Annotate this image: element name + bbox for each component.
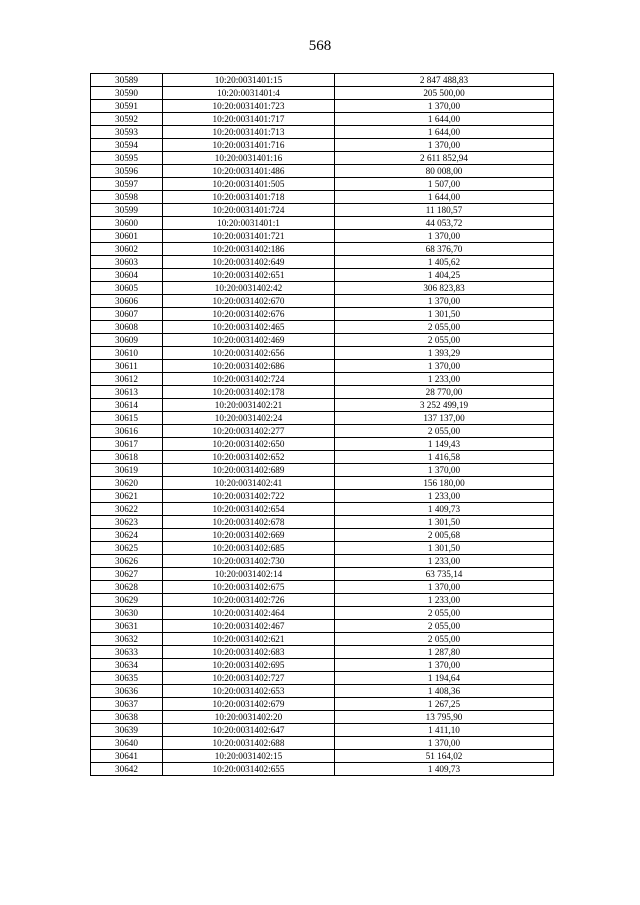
cadastral-number-cell: 10:20:0031402:669 xyxy=(163,529,335,542)
row-number-cell: 30636 xyxy=(91,685,163,698)
cadastral-value-cell: 2 055,00 xyxy=(335,607,554,620)
row-number-cell: 30617 xyxy=(91,438,163,451)
cadastral-number-cell: 10:20:0031402:14 xyxy=(163,568,335,581)
page-number: 568 xyxy=(308,38,332,54)
cadastral-number-cell: 10:20:0031401:724 xyxy=(163,204,335,217)
row-number-cell: 30613 xyxy=(91,386,163,399)
cadastral-number-cell: 10:20:0031402:42 xyxy=(163,282,335,295)
cadastral-number-cell: 10:20:0031402:186 xyxy=(163,243,335,256)
row-number-cell: 30604 xyxy=(91,269,163,282)
cadastral-value-cell: 1 370,00 xyxy=(335,464,554,477)
row-number-cell: 30641 xyxy=(91,750,163,763)
row-number-cell: 30591 xyxy=(91,100,163,113)
row-number-cell: 30620 xyxy=(91,477,163,490)
row-number-cell: 30605 xyxy=(91,282,163,295)
cadastral-value-cell: 1 644,00 xyxy=(335,191,554,204)
cadastral-value-cell: 1 370,00 xyxy=(335,139,554,152)
cadastral-value-cell: 1 405,62 xyxy=(335,256,554,269)
row-number-cell: 30598 xyxy=(91,191,163,204)
cadastral-number-cell: 10:20:0031402:653 xyxy=(163,685,335,698)
cadastral-value-cell: 1 370,00 xyxy=(335,295,554,308)
row-number-cell: 30616 xyxy=(91,425,163,438)
table-row xyxy=(91,685,554,698)
cadastral-number-cell: 10:20:0031402:730 xyxy=(163,555,335,568)
cadastral-value-cell: 2 055,00 xyxy=(335,425,554,438)
cadastral-number-cell: 10:20:0031401:716 xyxy=(163,139,335,152)
cadastral-number-cell: 10:20:0031402:655 xyxy=(163,763,335,776)
table-row xyxy=(91,672,554,685)
cadastral-value-cell: 1 644,00 xyxy=(335,126,554,139)
table-row xyxy=(91,594,554,607)
cadastral-number-cell: 10:20:0031402:670 xyxy=(163,295,335,308)
table-row xyxy=(91,555,554,568)
cadastral-number-cell: 10:20:0031402:685 xyxy=(163,542,335,555)
cadastral-number-cell: 10:20:0031402:467 xyxy=(163,620,335,633)
table-row xyxy=(91,139,554,152)
table-row xyxy=(91,399,554,412)
cadastral-number-cell: 10:20:0031402:20 xyxy=(163,711,335,724)
row-number-cell: 30606 xyxy=(91,295,163,308)
cadastral-value-table xyxy=(90,73,554,776)
row-number-cell: 30638 xyxy=(91,711,163,724)
table-row xyxy=(91,360,554,373)
cadastral-value-cell: 1 370,00 xyxy=(335,360,554,373)
row-number-cell: 30640 xyxy=(91,737,163,750)
table-row xyxy=(91,568,554,581)
cadastral-number-cell: 10:20:0031402:277 xyxy=(163,425,335,438)
table-row xyxy=(91,542,554,555)
cadastral-value-cell: 2 005,68 xyxy=(335,529,554,542)
table-row xyxy=(91,191,554,204)
cadastral-number-cell: 10:20:0031401:721 xyxy=(163,230,335,243)
table-row xyxy=(91,646,554,659)
cadastral-number-cell: 10:20:0031402:652 xyxy=(163,451,335,464)
row-number-cell: 30626 xyxy=(91,555,163,568)
table-row xyxy=(91,204,554,217)
cadastral-value-cell: 1 233,00 xyxy=(335,555,554,568)
cadastral-value-cell: 28 770,00 xyxy=(335,386,554,399)
cadastral-number-cell: 10:20:0031402:686 xyxy=(163,360,335,373)
table-row xyxy=(91,269,554,282)
cadastral-number-cell: 10:20:0031402:21 xyxy=(163,399,335,412)
table-row xyxy=(91,516,554,529)
row-number-cell: 30625 xyxy=(91,542,163,555)
cadastral-number-cell: 10:20:0031402:675 xyxy=(163,581,335,594)
table-row xyxy=(91,633,554,646)
table-row xyxy=(91,230,554,243)
row-number-cell: 30631 xyxy=(91,620,163,633)
table-row xyxy=(91,620,554,633)
table-row xyxy=(91,295,554,308)
table-row xyxy=(91,282,554,295)
table-row xyxy=(91,243,554,256)
cadastral-value-cell: 44 053,72 xyxy=(335,217,554,230)
cadastral-number-cell: 10:20:0031402:15 xyxy=(163,750,335,763)
cadastral-number-cell: 10:20:0031401:713 xyxy=(163,126,335,139)
table-row xyxy=(91,607,554,620)
table-row xyxy=(91,165,554,178)
row-number-cell: 30630 xyxy=(91,607,163,620)
table-row xyxy=(91,737,554,750)
table-body xyxy=(91,74,554,776)
table-row xyxy=(91,152,554,165)
row-number-cell: 30627 xyxy=(91,568,163,581)
cadastral-number-cell: 10:20:0031402:678 xyxy=(163,516,335,529)
row-number-cell: 30628 xyxy=(91,581,163,594)
row-number-cell: 30634 xyxy=(91,659,163,672)
table-row xyxy=(91,113,554,126)
row-number-cell: 30633 xyxy=(91,646,163,659)
cadastral-value-cell: 1 370,00 xyxy=(335,100,554,113)
table-row xyxy=(91,87,554,100)
table-row xyxy=(91,763,554,776)
row-number-cell: 30595 xyxy=(91,152,163,165)
cadastral-number-cell: 10:20:0031402:722 xyxy=(163,490,335,503)
row-number-cell: 30609 xyxy=(91,334,163,347)
cadastral-value-cell: 137 137,00 xyxy=(335,412,554,425)
cadastral-value-cell: 306 823,83 xyxy=(335,282,554,295)
cadastral-number-cell: 10:20:0031402:469 xyxy=(163,334,335,347)
cadastral-number-cell: 10:20:0031402:465 xyxy=(163,321,335,334)
cadastral-value-cell: 1 393,29 xyxy=(335,347,554,360)
cadastral-value-cell: 1 409,73 xyxy=(335,503,554,516)
table-row xyxy=(91,74,554,87)
cadastral-number-cell: 10:20:0031401:486 xyxy=(163,165,335,178)
row-number-cell: 30635 xyxy=(91,672,163,685)
cadastral-number-cell: 10:20:0031402:726 xyxy=(163,594,335,607)
table-row xyxy=(91,581,554,594)
row-number-cell: 30608 xyxy=(91,321,163,334)
row-number-cell: 30623 xyxy=(91,516,163,529)
cadastral-value-cell: 1 301,50 xyxy=(335,542,554,555)
cadastral-number-cell: 10:20:0031402:656 xyxy=(163,347,335,360)
cadastral-value-cell: 1 194,64 xyxy=(335,672,554,685)
cadastral-value-cell: 1 409,73 xyxy=(335,763,554,776)
row-number-cell: 30618 xyxy=(91,451,163,464)
cadastral-number-cell: 10:20:0031401:717 xyxy=(163,113,335,126)
row-number-cell: 30607 xyxy=(91,308,163,321)
row-number-cell: 30621 xyxy=(91,490,163,503)
cadastral-number-cell: 10:20:0031402:689 xyxy=(163,464,335,477)
cadastral-number-cell: 10:20:0031401:15 xyxy=(163,74,335,87)
table-row xyxy=(91,464,554,477)
cadastral-value-cell: 3 252 499,19 xyxy=(335,399,554,412)
cadastral-number-cell: 10:20:0031402:679 xyxy=(163,698,335,711)
cadastral-value-cell: 2 055,00 xyxy=(335,620,554,633)
table-row xyxy=(91,477,554,490)
cadastral-value-cell: 1 149,43 xyxy=(335,438,554,451)
row-number-cell: 30592 xyxy=(91,113,163,126)
cadastral-number-cell: 10:20:0031402:649 xyxy=(163,256,335,269)
table-row xyxy=(91,503,554,516)
cadastral-value-cell: 156 180,00 xyxy=(335,477,554,490)
row-number-cell: 30632 xyxy=(91,633,163,646)
cadastral-number-cell: 10:20:0031402:688 xyxy=(163,737,335,750)
cadastral-number-cell: 10:20:0031402:464 xyxy=(163,607,335,620)
row-number-cell: 30637 xyxy=(91,698,163,711)
cadastral-value-cell: 1 287,80 xyxy=(335,646,554,659)
cadastral-number-cell: 10:20:0031402:647 xyxy=(163,724,335,737)
table-row xyxy=(91,490,554,503)
table-row xyxy=(91,217,554,230)
cadastral-number-cell: 10:20:0031401:505 xyxy=(163,178,335,191)
cadastral-value-cell: 1 233,00 xyxy=(335,490,554,503)
cadastral-value-cell: 11 180,57 xyxy=(335,204,554,217)
row-number-cell: 30601 xyxy=(91,230,163,243)
table-row xyxy=(91,256,554,269)
table-row xyxy=(91,386,554,399)
cadastral-value-cell: 51 164,02 xyxy=(335,750,554,763)
cadastral-number-cell: 10:20:0031402:650 xyxy=(163,438,335,451)
row-number-cell: 30642 xyxy=(91,763,163,776)
row-number-cell: 30589 xyxy=(91,74,163,87)
cadastral-value-cell: 80 008,00 xyxy=(335,165,554,178)
cadastral-value-cell: 1 404,25 xyxy=(335,269,554,282)
cadastral-number-cell: 10:20:0031401:4 xyxy=(163,87,335,100)
cadastral-value-cell: 1 370,00 xyxy=(335,581,554,594)
row-number-cell: 30619 xyxy=(91,464,163,477)
cadastral-number-cell: 10:20:0031402:24 xyxy=(163,412,335,425)
cadastral-value-cell: 2 055,00 xyxy=(335,633,554,646)
cadastral-number-cell: 10:20:0031401:723 xyxy=(163,100,335,113)
row-number-cell: 30615 xyxy=(91,412,163,425)
cadastral-value-cell: 68 376,70 xyxy=(335,243,554,256)
cadastral-value-cell: 1 370,00 xyxy=(335,659,554,672)
cadastral-number-cell: 10:20:0031401:1 xyxy=(163,217,335,230)
row-number-cell: 30599 xyxy=(91,204,163,217)
cadastral-number-cell: 10:20:0031402:724 xyxy=(163,373,335,386)
cadastral-value-cell: 1 411,10 xyxy=(335,724,554,737)
table-row xyxy=(91,178,554,191)
cadastral-number-cell: 10:20:0031401:16 xyxy=(163,152,335,165)
cadastral-value-cell: 1 416,58 xyxy=(335,451,554,464)
cadastral-value-cell: 1 507,00 xyxy=(335,178,554,191)
cadastral-number-cell: 10:20:0031402:178 xyxy=(163,386,335,399)
table-row xyxy=(91,711,554,724)
cadastral-value-cell: 1 644,00 xyxy=(335,113,554,126)
row-number-cell: 30611 xyxy=(91,360,163,373)
table-row xyxy=(91,529,554,542)
row-number-cell: 30629 xyxy=(91,594,163,607)
row-number-cell: 30624 xyxy=(91,529,163,542)
cadastral-number-cell: 10:20:0031402:695 xyxy=(163,659,335,672)
table-row xyxy=(91,451,554,464)
row-number-cell: 30596 xyxy=(91,165,163,178)
cadastral-value-cell: 1 233,00 xyxy=(335,594,554,607)
table-row xyxy=(91,425,554,438)
row-number-cell: 30622 xyxy=(91,503,163,516)
row-number-cell: 30603 xyxy=(91,256,163,269)
cadastral-number-cell: 10:20:0031402:727 xyxy=(163,672,335,685)
table-row xyxy=(91,438,554,451)
cadastral-number-cell: 10:20:0031401:718 xyxy=(163,191,335,204)
cadastral-value-cell: 1 370,00 xyxy=(335,737,554,750)
table-row xyxy=(91,750,554,763)
row-number-cell: 30610 xyxy=(91,347,163,360)
table-row xyxy=(91,698,554,711)
cadastral-value-cell: 1 301,50 xyxy=(335,516,554,529)
row-number-cell: 30594 xyxy=(91,139,163,152)
cadastral-value-cell: 1 233,00 xyxy=(335,373,554,386)
cadastral-number-cell: 10:20:0031402:41 xyxy=(163,477,335,490)
table-row xyxy=(91,308,554,321)
table-row xyxy=(91,334,554,347)
row-number-cell: 30593 xyxy=(91,126,163,139)
row-number-cell: 30602 xyxy=(91,243,163,256)
row-number-cell: 30597 xyxy=(91,178,163,191)
cadastral-value-cell: 2 847 488,83 xyxy=(335,74,554,87)
row-number-cell: 30600 xyxy=(91,217,163,230)
cadastral-number-cell: 10:20:0031402:654 xyxy=(163,503,335,516)
cadastral-value-cell: 13 795,90 xyxy=(335,711,554,724)
cadastral-number-cell: 10:20:0031402:683 xyxy=(163,646,335,659)
table-row xyxy=(91,659,554,672)
cadastral-value-cell: 2 055,00 xyxy=(335,321,554,334)
table-row xyxy=(91,373,554,386)
cadastral-number-cell: 10:20:0031402:651 xyxy=(163,269,335,282)
cadastral-value-cell: 2 611 852,94 xyxy=(335,152,554,165)
table-row xyxy=(91,412,554,425)
cadastral-value-cell: 1 301,50 xyxy=(335,308,554,321)
row-number-cell: 30612 xyxy=(91,373,163,386)
row-number-cell: 30590 xyxy=(91,87,163,100)
cadastral-value-cell: 1 408,36 xyxy=(335,685,554,698)
cadastral-number-cell: 10:20:0031402:676 xyxy=(163,308,335,321)
row-number-cell: 30639 xyxy=(91,724,163,737)
cadastral-value-cell: 2 055,00 xyxy=(335,334,554,347)
table-row xyxy=(91,100,554,113)
cadastral-number-cell: 10:20:0031402:621 xyxy=(163,633,335,646)
cadastral-value-cell: 1 267,25 xyxy=(335,698,554,711)
table-row xyxy=(91,724,554,737)
table-row xyxy=(91,321,554,334)
table-row xyxy=(91,126,554,139)
cadastral-value-cell: 205 500,00 xyxy=(335,87,554,100)
cadastral-value-cell: 1 370,00 xyxy=(335,230,554,243)
table-row xyxy=(91,347,554,360)
row-number-cell: 30614 xyxy=(91,399,163,412)
cadastral-value-cell: 63 735,14 xyxy=(335,568,554,581)
